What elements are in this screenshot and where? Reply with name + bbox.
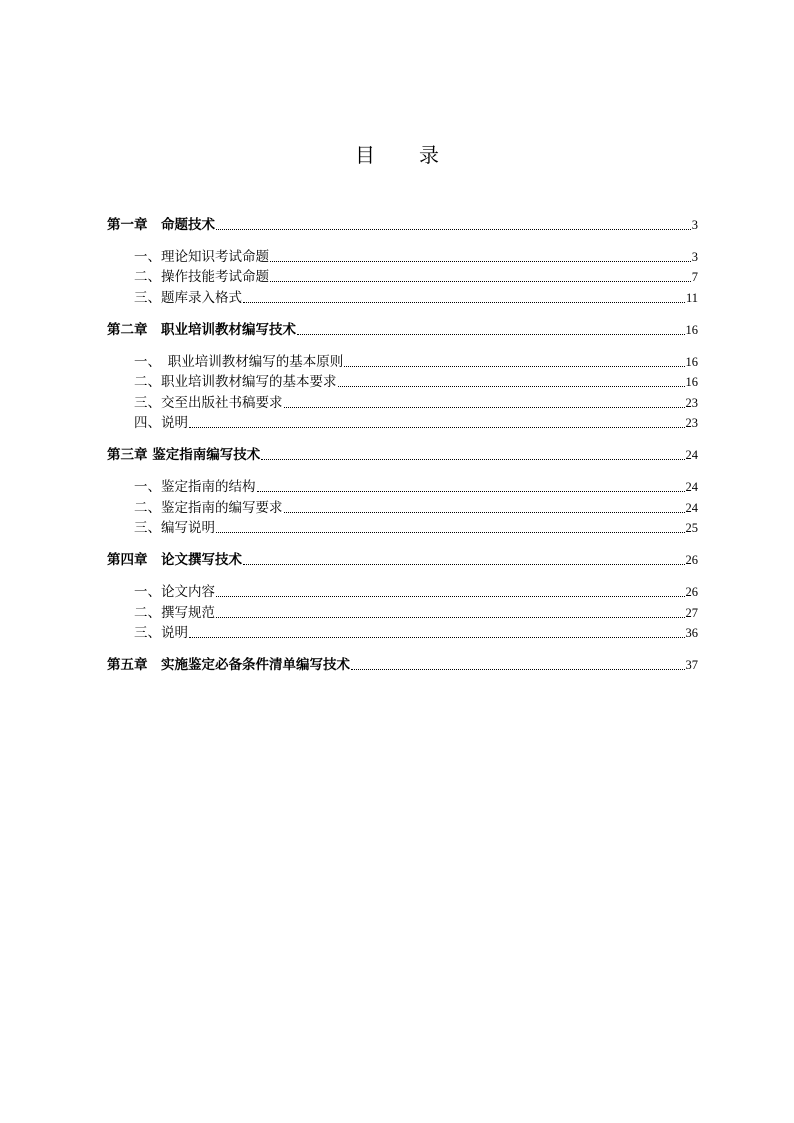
table-of-contents <box>107 214 698 687</box>
dot-leader <box>284 406 685 408</box>
dot-leader <box>243 301 685 303</box>
toc-page-number: 11 <box>685 290 698 305</box>
dot-leader <box>189 426 685 428</box>
toc-section-2-3[interactable] <box>107 392 698 413</box>
toc-entry-label: 二、操作技能考试命题 <box>134 269 269 285</box>
toc-section-4-1[interactable] <box>107 582 698 603</box>
toc-entry-label: 第一章 命题技术 <box>107 216 215 233</box>
toc-page-number: 26 <box>685 553 698 567</box>
dot-leader <box>344 365 684 367</box>
toc-entry-label: 二、撰写规范 <box>134 604 215 621</box>
dot-leader <box>216 531 685 533</box>
toc-chapter-2[interactable] <box>107 319 698 340</box>
toc-entry-label: 第四章 论文撰写技术 <box>107 552 242 568</box>
toc-chapter-3[interactable] <box>107 445 698 466</box>
toc-section-2-2[interactable] <box>107 372 698 393</box>
toc-entry-label: 第五章 实施鉴定必备条件清单编写技术 <box>107 657 350 673</box>
page-title: 目 录 <box>355 143 451 167</box>
toc-page-number: 16 <box>685 354 698 369</box>
toc-section-4-2[interactable] <box>107 602 698 623</box>
toc-entry-label: 三、编写说明 <box>134 520 215 536</box>
toc-entry-label: 第二章 职业培训教材编写技术 <box>107 321 296 338</box>
toc-page-number: 23 <box>685 416 698 430</box>
toc-page-number: 23 <box>685 395 698 410</box>
dot-leader <box>338 385 685 387</box>
toc-section-2-4[interactable] <box>107 413 698 434</box>
toc-page-number: 16 <box>685 375 698 389</box>
toc-entry-label: 一、理论知识考试命题 <box>134 248 269 265</box>
toc-page-number: 24 <box>685 480 698 494</box>
toc-section-1-3[interactable] <box>107 287 698 308</box>
toc-chapter-4[interactable] <box>107 550 698 571</box>
toc-page-number: 36 <box>685 626 698 640</box>
dot-leader <box>270 280 691 282</box>
toc-entry-label: 一、论文内容 <box>134 584 215 600</box>
toc-entry-label: 四、说明 <box>134 415 188 431</box>
dot-leader <box>216 595 685 597</box>
toc-chapter-1[interactable] <box>107 214 698 235</box>
dot-leader <box>270 260 691 262</box>
toc-entry-label: 一、鉴定指南的结构 <box>134 479 256 495</box>
toc-page-number: 25 <box>685 521 698 535</box>
toc-section-2-1[interactable] <box>107 351 698 372</box>
dot-leader <box>284 511 685 513</box>
toc-page-number: 26 <box>685 585 698 599</box>
toc-page-number: 3 <box>691 217 698 232</box>
toc-page-number: 37 <box>685 658 698 672</box>
dot-leader <box>216 228 691 230</box>
toc-section-1-2[interactable] <box>107 267 698 288</box>
toc-section-4-3[interactable] <box>107 623 698 644</box>
toc-entry-label: 二、鉴定指南的编写要求 <box>134 499 283 516</box>
toc-page-number: 7 <box>691 270 698 284</box>
dot-leader <box>189 636 685 638</box>
dot-leader <box>261 458 684 460</box>
dot-leader <box>216 616 685 618</box>
toc-entry-label: 第三章 鉴定指南编写技术 <box>107 447 261 463</box>
dot-leader <box>243 563 685 565</box>
toc-entry-label: 一、 职业培训教材编写的基本原则 <box>134 353 344 370</box>
toc-page-number: 24 <box>685 500 698 515</box>
toc-entry-label: 三、题库录入格式 <box>134 289 242 306</box>
dot-leader <box>257 490 685 492</box>
toc-section-3-1[interactable] <box>107 477 698 498</box>
toc-page-number: 27 <box>685 605 698 620</box>
dot-leader <box>351 668 685 670</box>
toc-section-3-2[interactable] <box>107 497 698 518</box>
toc-section-3-3[interactable] <box>107 518 698 539</box>
toc-section-1-1[interactable] <box>107 246 698 267</box>
toc-entry-label: 二、职业培训教材编写的基本要求 <box>134 374 337 390</box>
toc-page-number: 24 <box>685 448 698 462</box>
toc-page-number: 3 <box>691 249 698 264</box>
toc-chapter-5[interactable] <box>107 655 698 676</box>
dot-leader <box>297 333 685 335</box>
toc-page-number: 16 <box>685 322 698 337</box>
toc-entry-label: 三、交至出版社书稿要求 <box>134 394 283 411</box>
toc-entry-label: 三、说明 <box>134 625 188 641</box>
